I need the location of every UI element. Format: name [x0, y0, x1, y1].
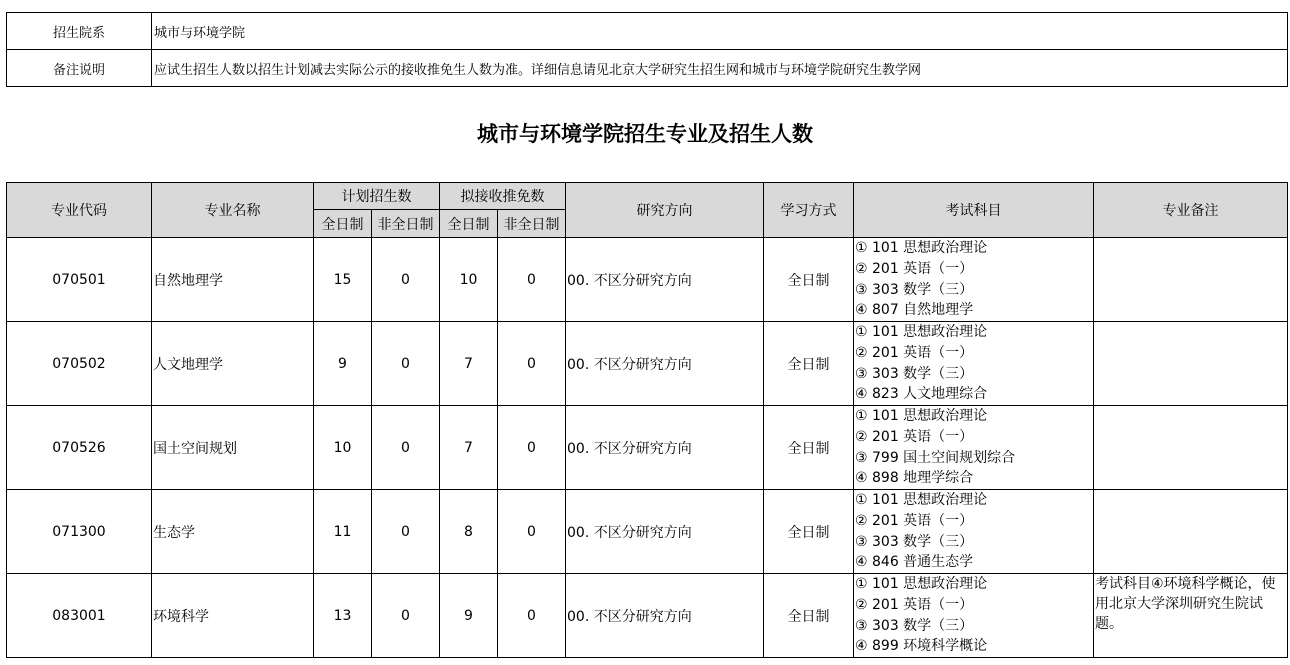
- major-name: 人文地理学: [152, 322, 314, 406]
- major-note: 考试科目④环境科学概论，使用北京大学深圳研究生院试题。: [1094, 574, 1288, 658]
- major-code: 070501: [7, 238, 152, 322]
- rec-parttime: 0: [498, 238, 566, 322]
- exam-subject: ② 201 英语（一）: [855, 428, 974, 445]
- exam-subject: ① 101 思想政治理论: [855, 492, 988, 508]
- major-name: 自然地理学: [152, 238, 314, 322]
- header-direction: 研究方向: [566, 183, 764, 238]
- major-note: [1094, 406, 1288, 490]
- plan-fulltime: 10: [314, 406, 372, 490]
- research-direction: 00. 不区分研究方向: [566, 238, 764, 322]
- study-mode: 全日制: [764, 238, 854, 322]
- header-mode: 学习方式: [764, 183, 854, 238]
- major-note: [1094, 238, 1288, 322]
- table-row: [7, 322, 1288, 406]
- exam-subjects: [854, 406, 1094, 490]
- research-direction: 00. 不区分研究方向: [566, 406, 764, 490]
- exam-subject: ③ 303 数学（三）: [855, 533, 974, 550]
- major-code: 070502: [7, 322, 152, 406]
- exam-subject: ③ 303 数学（三）: [855, 281, 974, 298]
- exam-subject: ① 101 思想政治理论: [855, 324, 988, 340]
- table-row: [7, 490, 1288, 574]
- header-note: 专业备注: [1094, 183, 1288, 238]
- table-row: [7, 238, 1288, 322]
- header-name: 专业名称: [152, 183, 314, 238]
- plan-fulltime: 13: [314, 574, 372, 658]
- remark-value: 应试生招生人数以招生计划减去实际公示的接收推免生人数为准。详细信息请见北京大学研究生招生网和城市与环境学院研究生教学网: [152, 50, 1288, 87]
- major-note: [1094, 490, 1288, 574]
- exam-subject: ④ 898 地理学综合: [855, 470, 974, 487]
- exam-subject: ③ 303 数学（三）: [855, 365, 974, 382]
- exam-subject: ② 201 英语（一）: [855, 596, 974, 613]
- rec-parttime: 0: [498, 406, 566, 490]
- plan-fulltime: 15: [314, 238, 372, 322]
- rec-fulltime: 8: [440, 490, 498, 574]
- rec-fulltime: 9: [440, 574, 498, 658]
- rec-parttime: 0: [498, 322, 566, 406]
- exam-subjects: [854, 490, 1094, 574]
- majors-table: [6, 182, 1288, 658]
- exam-subject: ④ 899 环境科学概论: [855, 638, 988, 655]
- major-code: 071300: [7, 490, 152, 574]
- dept-row: [7, 13, 1288, 50]
- major-code: 070526: [7, 406, 152, 490]
- exam-subject: ① 101 思想政治理论: [855, 408, 988, 424]
- header-plan-fulltime: 全日制: [314, 210, 372, 238]
- rec-parttime: 0: [498, 490, 566, 574]
- rec-parttime: 0: [498, 574, 566, 658]
- study-mode: 全日制: [764, 322, 854, 406]
- header-subjects: 考试科目: [854, 183, 1094, 238]
- exam-subjects: [854, 574, 1094, 658]
- major-name: 国土空间规划: [152, 406, 314, 490]
- research-direction: 00. 不区分研究方向: [566, 574, 764, 658]
- exam-subject: ② 201 英语（一）: [855, 260, 974, 277]
- research-direction: 00. 不区分研究方向: [566, 490, 764, 574]
- rec-fulltime: 10: [440, 238, 498, 322]
- dept-value: 城市与环境学院: [152, 13, 1288, 50]
- major-name: 生态学: [152, 490, 314, 574]
- exam-subject: ① 101 思想政治理论: [855, 576, 988, 592]
- research-direction: 00. 不区分研究方向: [566, 322, 764, 406]
- major-name: 环境科学: [152, 574, 314, 658]
- plan-parttime: 0: [372, 322, 440, 406]
- header-rec-fulltime: 全日制: [440, 210, 498, 238]
- header-plan: 计划招生数: [314, 183, 440, 210]
- plan-parttime: 0: [372, 238, 440, 322]
- remark-row: [7, 50, 1288, 87]
- exam-subject: ④ 846 普通生态学: [855, 554, 974, 571]
- exam-subject: ③ 799 国土空间规划综合: [855, 449, 1016, 466]
- exam-subject: ④ 823 人文地理综合: [855, 386, 988, 403]
- plan-parttime: 0: [372, 406, 440, 490]
- table-row: [7, 574, 1288, 658]
- major-code: 083001: [7, 574, 152, 658]
- exam-subject: ③ 303 数学（三）: [855, 617, 974, 634]
- exam-subjects: [854, 322, 1094, 406]
- table-row: [7, 406, 1288, 490]
- study-mode: 全日制: [764, 406, 854, 490]
- study-mode: 全日制: [764, 490, 854, 574]
- plan-fulltime: 11: [314, 490, 372, 574]
- dept-label: 招生院系: [7, 13, 152, 50]
- exam-subject: ① 101 思想政治理论: [855, 240, 988, 256]
- plan-parttime: 0: [372, 574, 440, 658]
- exam-subjects: [854, 238, 1094, 322]
- header-rec-parttime: 非全日制: [498, 210, 566, 238]
- remark-label: 备注说明: [7, 50, 152, 87]
- rec-fulltime: 7: [440, 322, 498, 406]
- plan-parttime: 0: [372, 490, 440, 574]
- header-recommend: 拟接收推免数: [440, 183, 566, 210]
- header-code: 专业代码: [7, 183, 152, 238]
- exam-subject: ④ 807 自然地理学: [855, 302, 974, 319]
- study-mode: 全日制: [764, 574, 854, 658]
- exam-subject: ② 201 英语（一）: [855, 344, 974, 361]
- info-table: [6, 12, 1288, 87]
- header-plan-parttime: 非全日制: [372, 210, 440, 238]
- exam-subject: ② 201 英语（一）: [855, 512, 974, 529]
- plan-fulltime: 9: [314, 322, 372, 406]
- rec-fulltime: 7: [440, 406, 498, 490]
- header-row-1: [7, 183, 1288, 210]
- major-note: [1094, 322, 1288, 406]
- page-title: 城市与环境学院招生专业及招生人数: [477, 122, 813, 146]
